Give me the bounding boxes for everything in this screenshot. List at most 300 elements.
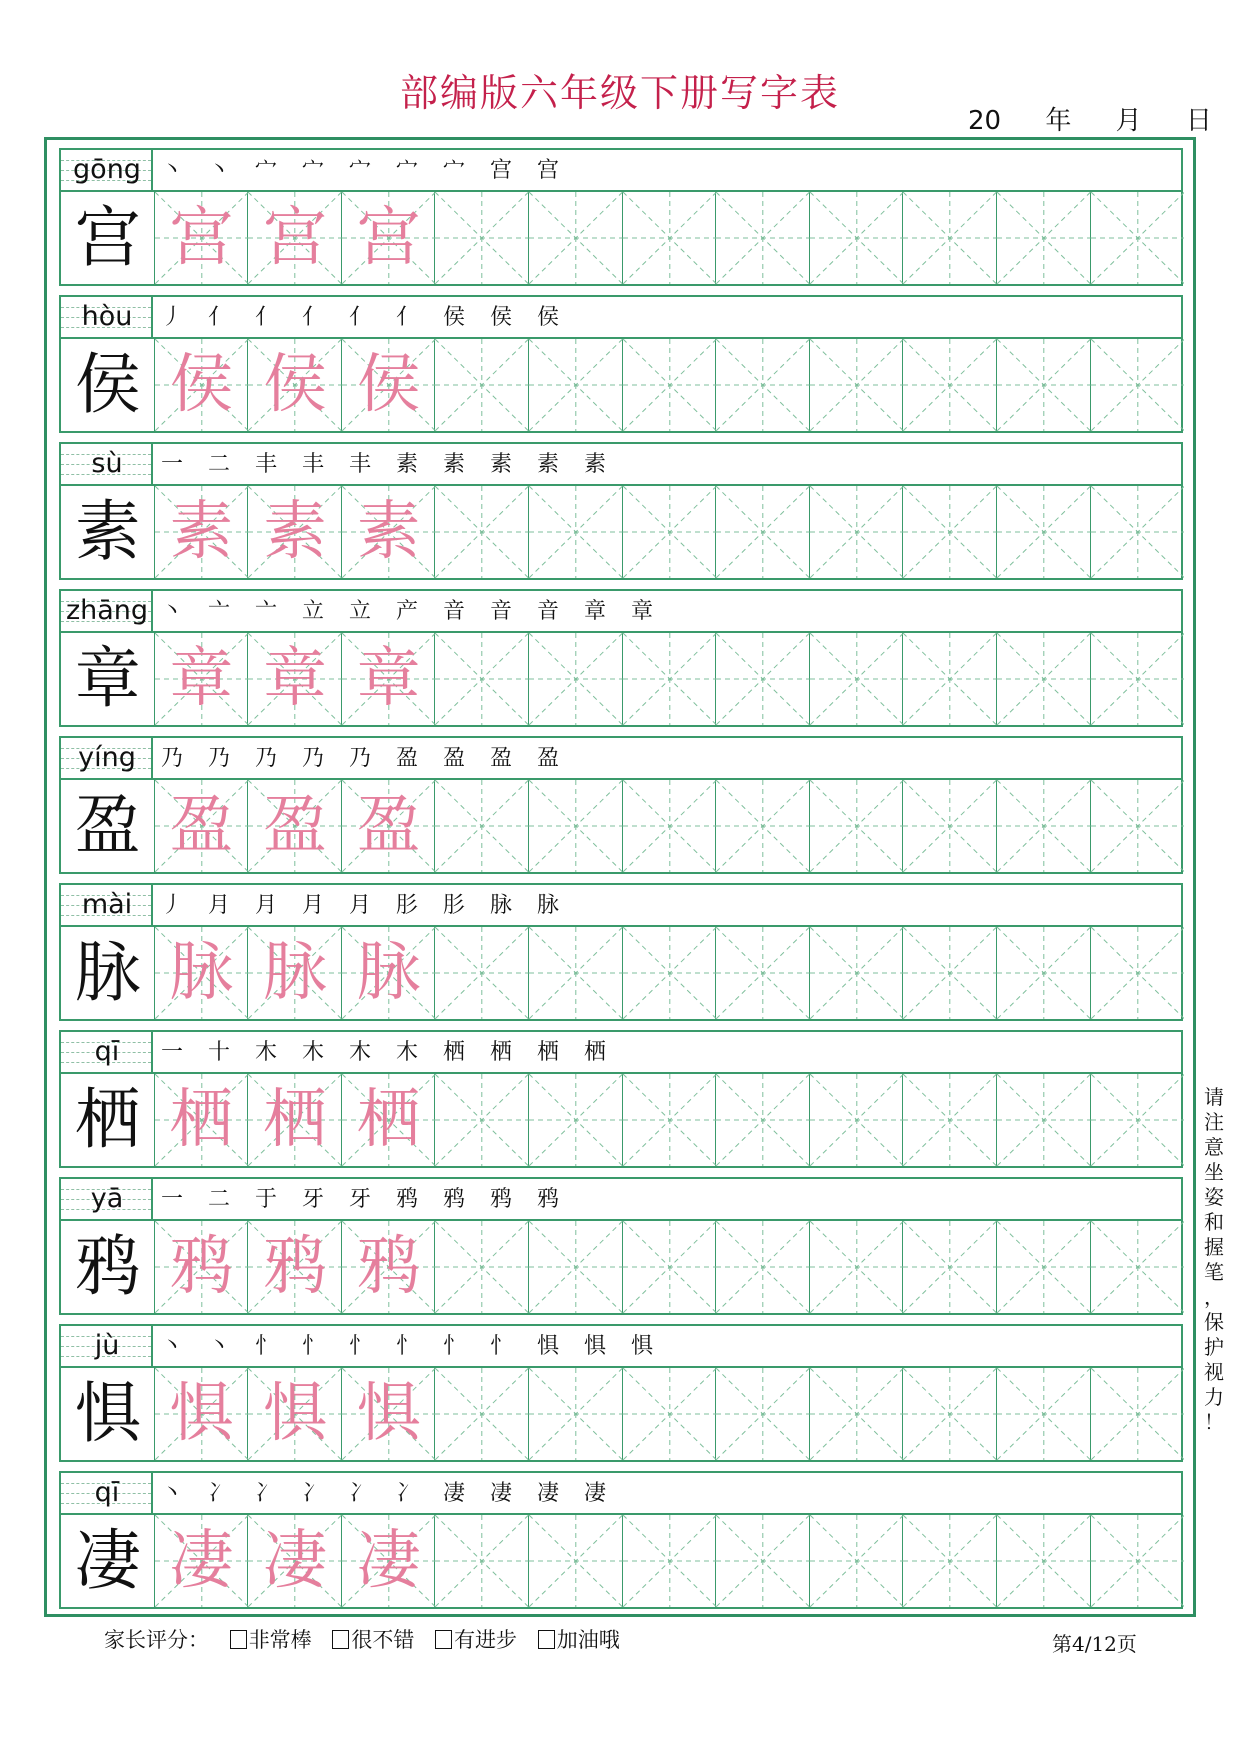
mi-grid-guides	[1091, 1221, 1185, 1313]
mi-grid-guides	[903, 1074, 997, 1166]
trace-char-cell	[155, 192, 249, 284]
blank-practice-cell[interactable]	[529, 927, 623, 1019]
rating-option-2[interactable]: 很不错	[332, 1628, 414, 1652]
blank-practice-cell[interactable]	[1091, 780, 1185, 872]
mi-grid-guides	[623, 1221, 717, 1313]
stroke-step: 素	[537, 452, 560, 477]
mi-grid-guides	[810, 486, 904, 578]
mi-grid-guides	[903, 486, 997, 578]
checkbox-icon[interactable]	[332, 1630, 349, 1649]
stroke-step: 丰	[349, 452, 372, 477]
stroke-step: 一	[161, 1040, 184, 1065]
blank-practice-cell[interactable]	[529, 192, 623, 284]
blank-practice-cell[interactable]	[435, 192, 529, 284]
mi-grid-guides	[716, 780, 810, 872]
stroke-step: 乃	[208, 746, 231, 771]
pinyin-cell	[61, 1326, 153, 1366]
blank-practice-cell[interactable]	[903, 1368, 997, 1460]
stroke-step: 忄	[349, 1334, 372, 1359]
side-note-glyph: 握	[1204, 1235, 1224, 1259]
model-char: 素	[74, 493, 141, 570]
char-row	[59, 442, 1183, 580]
trace-char: 脉	[356, 936, 421, 1010]
mi-grid-guides	[810, 192, 904, 284]
trace-char-cell	[342, 633, 436, 725]
trace-char: 章	[169, 642, 234, 716]
trace-char: 侯	[262, 348, 327, 422]
mi-grid-guides	[623, 927, 717, 1019]
model-char-cell	[61, 339, 155, 431]
trace-char: 鸦	[169, 1230, 234, 1304]
blank-practice-cell[interactable]	[529, 339, 623, 431]
blank-practice-cell[interactable]	[997, 1368, 1091, 1460]
mi-grid-guides	[716, 486, 810, 578]
stroke-step: 宀	[443, 158, 466, 183]
blank-practice-cell[interactable]	[810, 486, 904, 578]
stroke-step: 丶	[161, 599, 184, 624]
stroke-step: 冫	[349, 1481, 372, 1506]
blank-practice-cell[interactable]	[1091, 192, 1185, 284]
trace-char: 章	[356, 642, 421, 716]
stroke-step: 月	[255, 893, 278, 918]
mi-grid-guides	[997, 192, 1091, 284]
trace-char: 惧	[169, 1377, 234, 1451]
trace-char: 凄	[262, 1524, 327, 1598]
blank-practice-cell[interactable]	[716, 1074, 810, 1166]
blank-practice-cell[interactable]	[529, 1074, 623, 1166]
stroke-step: 肜	[443, 893, 466, 918]
trace-char: 盈	[169, 789, 234, 863]
side-note-glyph: 笔	[1204, 1260, 1224, 1284]
stroke-order-band	[59, 1471, 1183, 1515]
mi-grid-guides	[903, 192, 997, 284]
side-note-glyph: 注	[1204, 1110, 1224, 1134]
trace-char: 凄	[169, 1524, 234, 1598]
char-row	[59, 148, 1183, 286]
char-row	[59, 1471, 1183, 1609]
blank-practice-cell[interactable]	[997, 1074, 1091, 1166]
blank-practice-cell[interactable]	[623, 486, 717, 578]
rating-option-4[interactable]: 加油哦	[538, 1628, 620, 1652]
blank-practice-cell[interactable]	[529, 780, 623, 872]
blank-practice-cell[interactable]	[435, 486, 529, 578]
blank-practice-cell[interactable]	[529, 1221, 623, 1313]
stroke-step: 侯	[490, 305, 513, 330]
mi-grid-guides	[716, 192, 810, 284]
model-char: 鸦	[74, 1228, 141, 1305]
mi-grid-guides	[623, 1074, 717, 1166]
trace-char-cell	[248, 1515, 342, 1607]
blank-practice-cell[interactable]	[810, 192, 904, 284]
stroke-step: 乃	[161, 746, 184, 771]
blank-practice-cell[interactable]	[997, 339, 1091, 431]
side-note-glyph: 力	[1204, 1385, 1224, 1409]
trace-char: 栖	[169, 1083, 234, 1157]
stroke-step: 二	[208, 452, 231, 477]
mi-grid-guides	[529, 927, 623, 1019]
stroke-step: 惧	[537, 1334, 560, 1359]
trace-char: 素	[356, 495, 421, 569]
stroke-step: 栖	[443, 1040, 466, 1065]
stroke-order-band	[59, 1177, 1183, 1221]
blank-practice-cell[interactable]	[810, 339, 904, 431]
trace-char: 宫	[356, 201, 421, 275]
blank-practice-cell[interactable]	[903, 192, 997, 284]
stroke-order-band	[59, 1324, 1183, 1368]
trace-char-cell	[155, 1221, 249, 1313]
blank-practice-cell[interactable]	[435, 339, 529, 431]
trace-char: 宫	[169, 201, 234, 275]
mi-grid-guides	[529, 486, 623, 578]
blank-practice-cell[interactable]	[903, 780, 997, 872]
trace-char: 栖	[262, 1083, 327, 1157]
stroke-order-sequence	[161, 1032, 631, 1072]
blank-practice-cell[interactable]	[623, 1368, 717, 1460]
char-row	[59, 1030, 1183, 1168]
blank-practice-cell[interactable]	[623, 192, 717, 284]
stroke-order-sequence	[161, 297, 584, 337]
stroke-step: 亠	[208, 599, 231, 624]
mi-grid-guides	[810, 339, 904, 431]
blank-practice-cell[interactable]	[997, 1515, 1091, 1607]
pinyin-label: sù	[91, 448, 123, 479]
side-note	[1202, 1085, 1226, 1435]
blank-practice-cell[interactable]	[1091, 927, 1185, 1019]
blank-practice-cell[interactable]	[529, 486, 623, 578]
mi-grid-guides	[1091, 1515, 1185, 1607]
model-char-cell	[61, 780, 155, 872]
date-year-label: 年	[1045, 106, 1072, 136]
mi-grid-guides	[1091, 339, 1185, 431]
pinyin-cell	[61, 1473, 153, 1513]
blank-practice-cell[interactable]	[435, 780, 529, 872]
stroke-step: 鸦	[443, 1187, 466, 1212]
trace-char: 脉	[169, 936, 234, 1010]
mi-grid-guides	[435, 1074, 529, 1166]
blank-practice-cell[interactable]	[1091, 1221, 1185, 1313]
blank-practice-cell[interactable]	[903, 339, 997, 431]
mi-grid-guides	[903, 1515, 997, 1607]
model-char-cell	[61, 192, 155, 284]
side-note-glyph: 护	[1204, 1335, 1224, 1359]
stroke-step: 十	[208, 1040, 231, 1065]
stroke-step: 脉	[537, 893, 560, 918]
trace-char-cell	[248, 927, 342, 1019]
blank-practice-cell[interactable]	[997, 633, 1091, 725]
mi-grid-guides	[903, 339, 997, 431]
stroke-step: 丶	[161, 1334, 184, 1359]
trace-char-cell	[342, 1515, 436, 1607]
mi-grid-guides	[810, 1368, 904, 1460]
blank-practice-cell[interactable]	[903, 1074, 997, 1166]
stroke-step: 丿	[161, 893, 184, 918]
trace-char-cell	[342, 1221, 436, 1313]
rating-option-1[interactable]: 非常棒	[230, 1628, 312, 1652]
blank-practice-cell[interactable]	[623, 927, 717, 1019]
pinyin-cell	[61, 738, 153, 778]
date-line	[968, 100, 1212, 137]
blank-practice-cell[interactable]	[1091, 486, 1185, 578]
blank-practice-cell[interactable]	[903, 1221, 997, 1313]
stroke-order-band	[59, 148, 1183, 192]
stroke-step: 忄	[302, 1334, 325, 1359]
stroke-step: 素	[443, 452, 466, 477]
blank-practice-cell[interactable]	[1091, 633, 1185, 725]
stroke-step: 木	[349, 1040, 372, 1065]
stroke-step: 宀	[255, 158, 278, 183]
blank-practice-cell[interactable]	[903, 927, 997, 1019]
stroke-step: 肜	[396, 893, 419, 918]
stroke-step: 木	[255, 1040, 278, 1065]
stroke-step: 牙	[349, 1187, 372, 1212]
pinyin-label: qī	[94, 1477, 120, 1508]
blank-practice-cell[interactable]	[623, 780, 717, 872]
trace-char-cell	[248, 1221, 342, 1313]
pinyin-cell	[61, 1032, 153, 1072]
stroke-step: 素	[490, 452, 513, 477]
stroke-step: 凄	[584, 1481, 607, 1506]
blank-practice-cell[interactable]	[716, 1515, 810, 1607]
blank-practice-cell[interactable]	[903, 633, 997, 725]
stroke-step: 牙	[302, 1187, 325, 1212]
blank-practice-cell[interactable]	[810, 780, 904, 872]
char-row	[59, 1177, 1183, 1315]
stroke-order-band	[59, 589, 1183, 633]
mi-grid-guides	[529, 1368, 623, 1460]
trace-char: 惧	[356, 1377, 421, 1451]
stroke-step: 丶	[161, 158, 184, 183]
trace-char: 章	[262, 642, 327, 716]
stroke-step: 栖	[584, 1040, 607, 1065]
blank-practice-cell[interactable]	[810, 1368, 904, 1460]
stroke-step: 鸦	[537, 1187, 560, 1212]
blank-practice-cell[interactable]	[810, 1074, 904, 1166]
side-note-glyph: 和	[1204, 1210, 1224, 1234]
blank-practice-cell[interactable]	[623, 633, 717, 725]
pinyin-cell	[61, 1179, 153, 1219]
model-char: 栖	[74, 1081, 141, 1158]
mi-grid-guides	[810, 780, 904, 872]
stroke-step: 凄	[443, 1481, 466, 1506]
blank-practice-cell[interactable]	[623, 1221, 717, 1313]
mi-grid-guides	[623, 192, 717, 284]
blank-practice-cell[interactable]	[435, 1074, 529, 1166]
stroke-order-sequence	[161, 1326, 678, 1366]
blank-practice-cell[interactable]	[716, 927, 810, 1019]
blank-practice-cell[interactable]	[623, 1074, 717, 1166]
model-char: 凄	[74, 1522, 141, 1599]
trace-char-cell	[248, 192, 342, 284]
blank-practice-cell[interactable]	[435, 1221, 529, 1313]
practice-grid	[59, 780, 1183, 874]
mi-grid-guides	[623, 780, 717, 872]
pinyin-cell	[61, 885, 153, 925]
stroke-step: 忄	[443, 1334, 466, 1359]
blank-practice-cell[interactable]	[623, 1515, 717, 1607]
mi-grid-guides	[997, 1368, 1091, 1460]
side-note-glyph: 姿	[1204, 1185, 1224, 1209]
trace-char-cell	[342, 192, 436, 284]
blank-practice-cell[interactable]	[1091, 1368, 1185, 1460]
blank-practice-cell[interactable]	[716, 192, 810, 284]
stroke-step: 惧	[631, 1334, 654, 1359]
stroke-order-sequence	[161, 591, 678, 631]
stroke-step: 于	[255, 1187, 278, 1212]
blank-practice-cell[interactable]	[810, 927, 904, 1019]
stroke-step: 栖	[490, 1040, 513, 1065]
mi-grid-guides	[623, 1515, 717, 1607]
blank-practice-cell[interactable]	[716, 1221, 810, 1313]
stroke-order-band	[59, 736, 1183, 780]
blank-practice-cell[interactable]	[716, 633, 810, 725]
stroke-step: 侯	[443, 305, 466, 330]
model-char: 宫	[74, 199, 141, 276]
blank-practice-cell[interactable]	[716, 1368, 810, 1460]
blank-practice-cell[interactable]	[810, 1515, 904, 1607]
checkbox-icon[interactable]	[538, 1630, 555, 1649]
stroke-step: 乃	[302, 746, 325, 771]
stroke-step: 盈	[537, 746, 560, 771]
blank-practice-cell[interactable]	[903, 1515, 997, 1607]
blank-practice-cell[interactable]	[716, 486, 810, 578]
mi-grid-guides	[997, 1074, 1091, 1166]
trace-char: 侯	[169, 348, 234, 422]
trace-char-cell	[248, 1074, 342, 1166]
mi-grid-guides	[529, 339, 623, 431]
model-char-cell	[61, 1368, 155, 1460]
pinyin-label: zhāng	[65, 595, 149, 626]
stroke-step: 音	[490, 599, 513, 624]
trace-char-cell	[342, 1368, 436, 1460]
mi-grid-guides	[903, 633, 997, 725]
stroke-step: 忄	[490, 1334, 513, 1359]
blank-practice-cell[interactable]	[529, 1515, 623, 1607]
stroke-step: 素	[396, 452, 419, 477]
practice-grid	[59, 1515, 1183, 1609]
blank-practice-cell[interactable]	[997, 192, 1091, 284]
stroke-order-sequence	[161, 1473, 631, 1513]
stroke-order-sequence	[161, 885, 584, 925]
side-note-glyph: ，	[1204, 1285, 1224, 1309]
trace-char-cell	[155, 486, 249, 578]
trace-char-cell	[342, 780, 436, 872]
page-number: 第4/12页	[1052, 1632, 1137, 1656]
stroke-order-band	[59, 883, 1183, 927]
model-char-cell	[61, 1221, 155, 1313]
stroke-step: 侯	[537, 305, 560, 330]
rating-label: 家长评分：	[104, 1628, 209, 1652]
stroke-step: 素	[584, 452, 607, 477]
blank-practice-cell[interactable]	[810, 633, 904, 725]
stroke-step: 乃	[349, 746, 372, 771]
trace-char-cell	[248, 486, 342, 578]
mi-grid-guides	[435, 780, 529, 872]
trace-char: 凄	[356, 1524, 421, 1598]
blank-practice-cell[interactable]	[1091, 339, 1185, 431]
trace-char-cell	[155, 1515, 249, 1607]
blank-practice-cell[interactable]	[997, 780, 1091, 872]
trace-char: 素	[169, 495, 234, 569]
stroke-step: 亻	[208, 305, 231, 330]
stroke-step: 亻	[396, 305, 419, 330]
stroke-step: 宀	[302, 158, 325, 183]
blank-practice-cell[interactable]	[1091, 1515, 1185, 1607]
mi-grid-guides	[435, 1515, 529, 1607]
stroke-order-band	[59, 442, 1183, 486]
side-note-glyph: 意	[1204, 1135, 1224, 1159]
pinyin-label: yíng	[78, 742, 136, 773]
pinyin-cell	[61, 297, 153, 337]
mi-grid-guides	[435, 486, 529, 578]
blank-practice-cell[interactable]	[435, 927, 529, 1019]
stroke-order-sequence	[161, 150, 584, 190]
blank-practice-cell[interactable]	[997, 486, 1091, 578]
char-row	[59, 589, 1183, 727]
blank-practice-cell[interactable]	[716, 780, 810, 872]
trace-char-cell	[342, 486, 436, 578]
rating-option-3[interactable]: 有进步	[435, 1628, 517, 1652]
mi-grid-guides	[997, 1515, 1091, 1607]
stroke-order-sequence	[161, 738, 584, 778]
checkbox-icon[interactable]	[435, 1630, 452, 1649]
mi-grid-guides	[997, 1221, 1091, 1313]
stroke-step: 冫	[396, 1481, 419, 1506]
stroke-step: 丰	[255, 452, 278, 477]
mi-grid-guides	[623, 339, 717, 431]
blank-practice-cell[interactable]	[903, 486, 997, 578]
mi-grid-guides	[435, 192, 529, 284]
mi-grid-guides	[435, 339, 529, 431]
trace-char: 盈	[262, 789, 327, 863]
trace-char: 脉	[262, 936, 327, 1010]
mi-grid-guides	[435, 927, 529, 1019]
model-char-cell	[61, 1074, 155, 1166]
blank-practice-cell[interactable]	[529, 1368, 623, 1460]
stroke-step: 宀	[396, 158, 419, 183]
stroke-step: 木	[396, 1040, 419, 1065]
stroke-step: 栖	[537, 1040, 560, 1065]
stroke-step: 丰	[302, 452, 325, 477]
mi-grid-guides	[997, 780, 1091, 872]
checkbox-icon[interactable]	[230, 1630, 247, 1649]
blank-practice-cell[interactable]	[529, 633, 623, 725]
trace-char: 栖	[356, 1083, 421, 1157]
pinyin-label: hòu	[81, 301, 133, 332]
blank-practice-cell[interactable]	[1091, 1074, 1185, 1166]
blank-practice-cell[interactable]	[435, 1368, 529, 1460]
blank-practice-cell[interactable]	[435, 1515, 529, 1607]
practice-grid	[59, 486, 1183, 580]
blank-practice-cell[interactable]	[716, 339, 810, 431]
date-year-prefix: 20	[968, 106, 1002, 136]
blank-practice-cell[interactable]	[810, 1221, 904, 1313]
char-row	[59, 883, 1183, 1021]
blank-practice-cell[interactable]	[435, 633, 529, 725]
mi-grid-guides	[997, 486, 1091, 578]
blank-practice-cell[interactable]	[997, 927, 1091, 1019]
mi-grid-guides	[810, 1074, 904, 1166]
mi-grid-guides	[903, 780, 997, 872]
blank-practice-cell[interactable]	[623, 339, 717, 431]
mi-grid-guides	[529, 1074, 623, 1166]
mi-grid-guides	[1091, 1074, 1185, 1166]
blank-practice-cell[interactable]	[997, 1221, 1091, 1313]
mi-grid-guides	[716, 633, 810, 725]
mi-grid-guides	[903, 1368, 997, 1460]
stroke-order-sequence	[161, 1179, 584, 1219]
practice-grid	[59, 339, 1183, 433]
date-day-label: 日	[1185, 106, 1212, 136]
